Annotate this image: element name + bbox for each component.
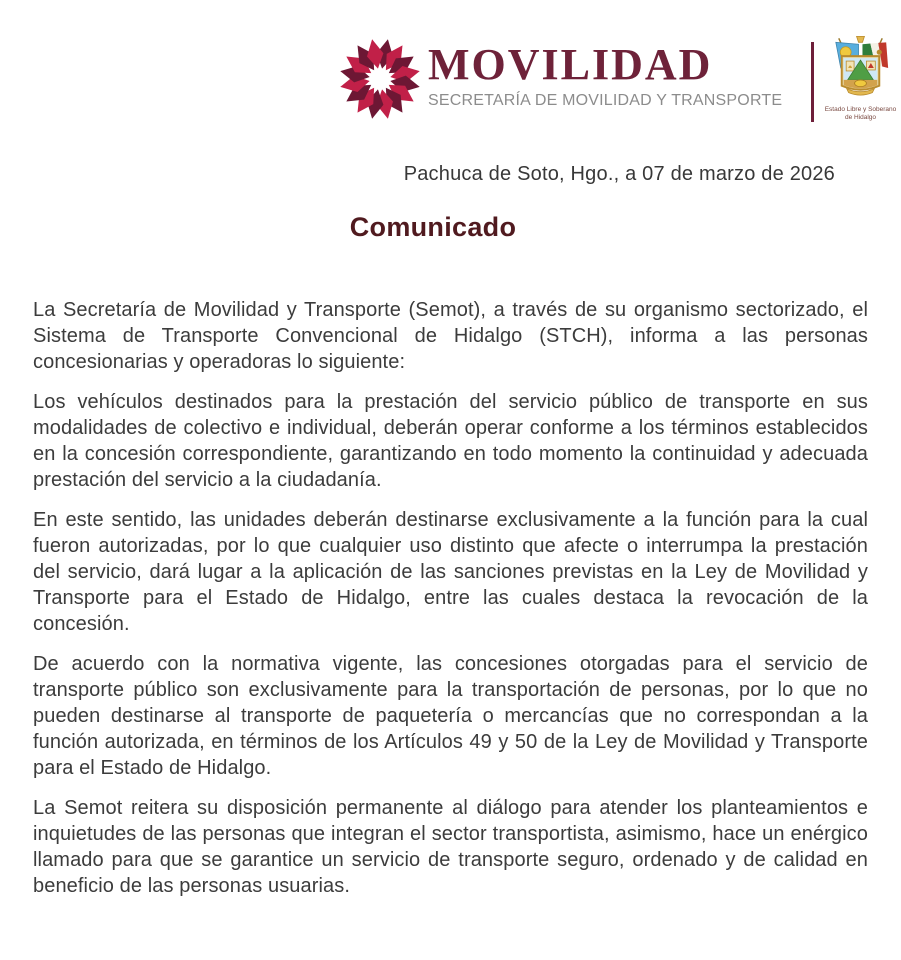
communique-body (33, 297, 868, 913)
hidalgo-coat-of-arms-icon (821, 34, 900, 100)
brand-title: MOVILIDAD (428, 40, 713, 89)
paragraph-3: En este sentido, las unidades deberán destinarse exclusivamente a la función para la cual fueron autorizadas, por lo que cualquier uso distinto que afecte o interrumpa la prestación del servicio, dará lugar a la aplicación de las sanciones previstas en la Ley de Movilidad y Transporte para el Estado de Hidalgo, entre las cuales destaca la revocación de la concesión. (33, 509, 868, 635)
crest-caption: Estado Libre y Soberano de Hidalgo (824, 106, 897, 122)
paragraph-5: La Semot reitera su disposición permanente al diálogo para atender los planteamientos e inquietudes de las personas que integran el sector transportista, asimismo, hace un enérgico llamado para que se garantice un servicio de transporte seguro, ordenado y de calidad en beneficio de las personas usuarias. (33, 797, 868, 897)
paragraph-1: La Secretaría de Movilidad y Transporte (Semot), a través de su organismo sectorizado, el Sistema de Transporte Convencional de Hidalgo (STCH), informa a las personas concesionarias y operadoras lo siguiente: (33, 299, 868, 373)
paragraph-4: De acuerdo con la normativa vigente, las concesiones otorgadas para el servicio de transporte público son exclusivamente para la transportación de personas, por lo que no pueden destinarse al transporte de paquetería o mercancías que no correspondan a la función autorizada, en términos de los Artículos 49 y 50 de la Ley de Movilidad y Transporte para el Estado de Hidalgo. (33, 653, 868, 779)
header-divider (811, 42, 814, 122)
hidalgo-coat-of-arms (820, 34, 901, 123)
brand-block (428, 42, 782, 110)
dateline: Pachuca de Soto, Hgo., a 07 de marzo de 2026 (403, 163, 835, 185)
brand-subtitle: SECRETARÍA DE MOVILIDAD Y TRANSPORTE (428, 92, 783, 109)
paragraph-2: Los vehículos destinados para la prestación del servicio público de transporte en sus modalidades de colectivo e individual, deberán operar conforme a los términos establecidos en la concesión correspondiente, garantizando en todo momento la continuidad y adecuada prestación del servicio a la ciudadanía. (33, 391, 868, 491)
document-title: Comunicado (349, 212, 517, 242)
movilidad-star-logo-icon (336, 33, 424, 125)
